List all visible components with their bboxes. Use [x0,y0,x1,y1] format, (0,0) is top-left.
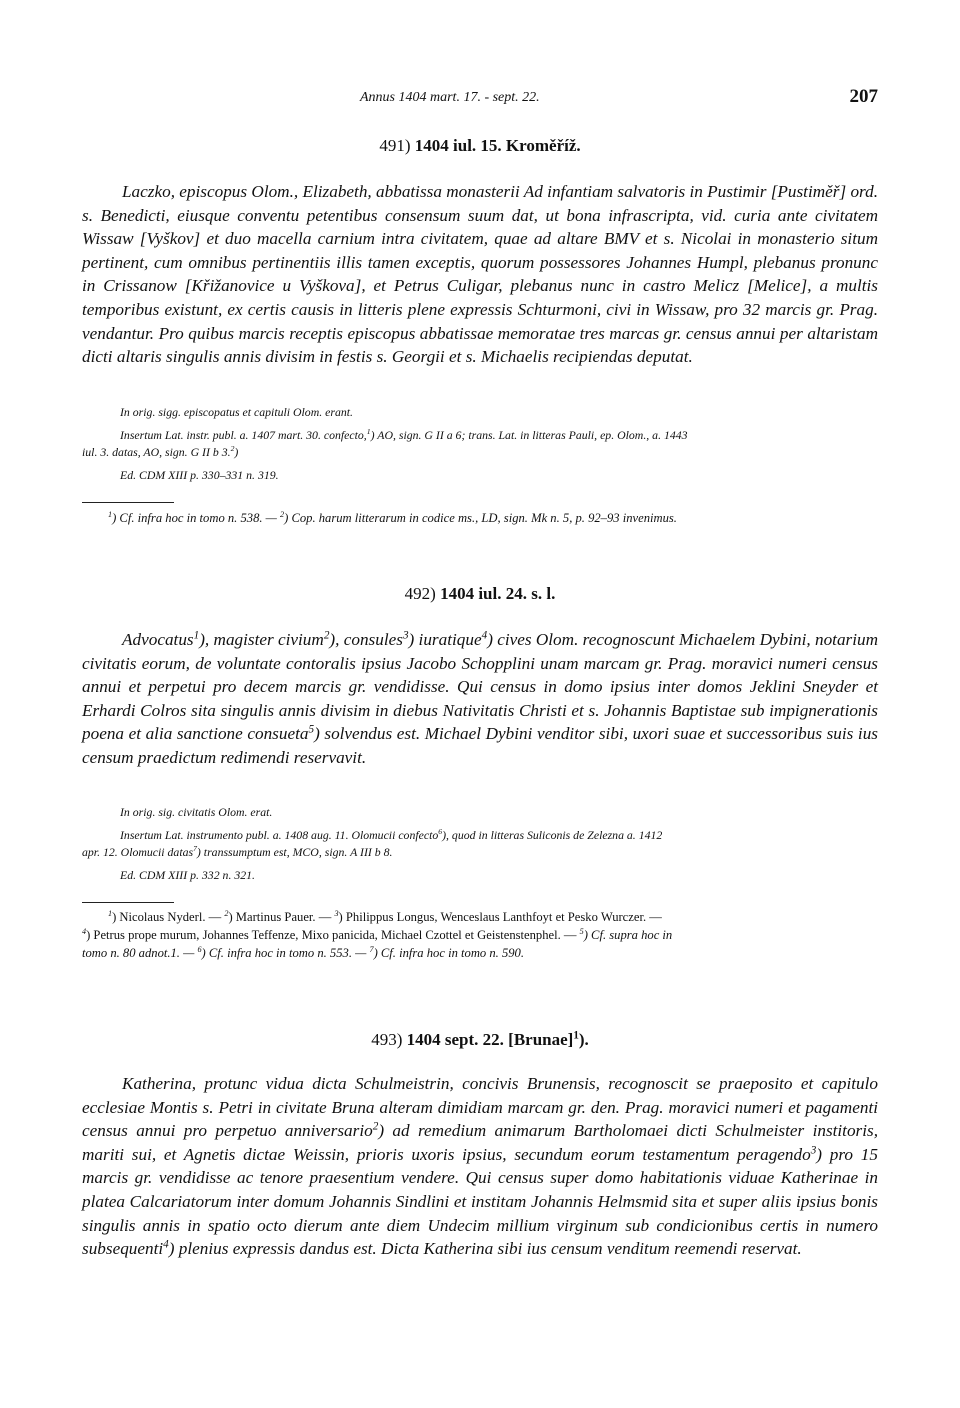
note-line: In orig. sig. civitatis Olom. erat. [120,805,273,819]
note-line: In orig. sigg. episcopatus et capituli Olom. erant. [120,405,353,419]
footnote-divider [82,502,174,503]
footnote-divider [82,902,174,903]
entry-491-heading [82,136,878,156]
footnote-line: $^4$) Petrus prope murum, Johannes Teffenze, Mixo panicida, Michael Czottel et Geistenstenphel. — $^5$) Cf. supra hoc in tomo n. 80 adnot.1. — $^6$) Cf. infra hoc in tomo n. 553. — $^7$) Cf. infra hoc in tomo n. 590. [82,926,673,960]
note-line: Ed. CDM XIII p. 332 n. 321. [120,868,255,882]
footnote-line: $^1$) Nicolaus Nyderl. — $^2$) Martinus Pauer. — $^3$) Philippus Longus, Wenceslaus Lanthfoyt et Pesko Wurczer. — [108,908,662,924]
entry-492-text: Advocatus$^1$), magister civium$^2$), consules$^3$) iuratique$^4$) cives Olom. recognoscunt Michaelem Dybini, notarium civitatis eorum, de voluntate contoralis ipsius Jacobo Schopplini unam marcam gr. Prag. moravici numeri census annui et perpetui pro decem marcis gr. vendidisse. Qui census in domo ipsius inter domos Jeklini Sneyder et Erhardi Colros sita singulis annis divisim in diebus Nativitatis Christi et s. Johannis Baptistae sub impignerationis poena et alia sanctione consueta$^5$) solvendus est. Michael Dybini venditor sibi, uxori suae et successoribus suis ius censum praedictum redimendi reservavit. [82,629,879,767]
entry-number: 492) [404,584,436,603]
running-title: Annus 1404 mart. 17. - sept. 22. [360,90,540,105]
entry-date-place: 1404 iul. 15. Kroměříž. [414,136,581,155]
footnote-line: $^1$) Cf. infra hoc in tomo n. 538. — $^2$) Cop. harum litterarum in codice ms., LD, sign. Mk n. 5, p. 92–93 invenimus. [108,509,677,525]
entry-date-place: 1404 sept. 22. [Brunae]$^1$). [406,1029,589,1049]
entry-number: 491) [379,136,411,155]
entry-493-heading [82,1030,878,1050]
entry-text: Laczko, episcopus Olom., Elizabeth, abbatissa monasterii Ad infantiam salvatoris in Pustimir [Pustiměř] ord. s. Benedicti, eiusque conventu petentibus consensum suum dat, ut bona infrascripta, vid. curia ante civitatem Wissaw [Vyškov] et duo macella carnium intra civitatem, quae ad altare BMV et s. Nicolai in monasterio situm pertinent, cum omnibus pertinentiis illis tamen exceptis, quorum possessores Johannes Humpl, plebanus pronunc in Crissanow [Křižanovice u Vyškova], et Petrus Culigar, plebanus nunc in castro Melicz [Melice], a multis temporibus existunt, ex certis causis in litteris plene expressis Schturmoni, civi in Wissaw, pro 32 marcis gr. Prag. vendantur. Pro quibus marcis receptis episcopus abbatissae memoratae tres marcas gr. census annui per altaristam dicti altaris singulis annis divisim in festis s. Georgii et s. Michaelis recipiendas deputat. [82,182,878,367]
note-line: Insertum Lat. instrumento publ. a. 1408 aug. 11. Olomucii confecto$^6$), quod in litteras Suliconis de Zelezna a. 1412 apr. 12. Olomucii datas$^7$) transsumptum est, MCO, sign. A III b 8. [82,827,663,859]
entry-491-notes [82,404,878,484]
page-number: 207 [849,86,878,107]
entry-491-footnotes [82,509,878,527]
entry-491-text [82,180,878,369]
entry-492-heading [82,584,878,604]
entry-493-text: Katherina, protunc vidua dicta Schulmeistrin, concivis Brunensis, recognoscit se praeposito et capitulo ecclesiae Montis s. Petri in civitate Bruna alteram dimidiam marcam gr. den. Prag. moravici numeri et pagamenti census annui pro perpetuo anniversario$^2$) ad remedium animarum Bartholomaei dicti Schulmeister institoris, mariti sui, et Agnetis dictae Weissin, prioris uxoris ipsius, secundum eorum testamentum peragendo$^3$) pro 15 marcis gr. vendidisse ac tenore praesentium vendere. Qui census super domo habitationis viduae Katherinae in platea Calcariatorum inter domum Johannis Sindlini et institam Johannis Helmsmid sita et super aliis ipsius bonis singulis annis in spatio octo dierum ante diem Undecim millium virginum sub condicionibus certis in numero subsequenti$^4$) plenius expressis dandus est. Dicta Katherina sibi ius censum venditum reemendi reservat. [82,1074,878,1259]
entry-492-footnotes [82,908,878,962]
entry-date-place: 1404 iul. 24. s. l. [440,584,556,603]
entry-492-notes [82,804,878,884]
note-line: Ed. CDM XIII p. 330–331 n. 319. [120,468,279,482]
running-header [82,86,878,110]
note-line: Insertum Lat. instr. publ. a. 1407 mart. 30. confecto,$^1$) AO, sign. G II a 6; trans. Lat. in litteras Pauli, ep. Olom., a. 1443 iul. 3. datas, AO, sign. G II b 3.$^2$) [82,427,688,459]
entry-number: 493) [371,1030,403,1049]
